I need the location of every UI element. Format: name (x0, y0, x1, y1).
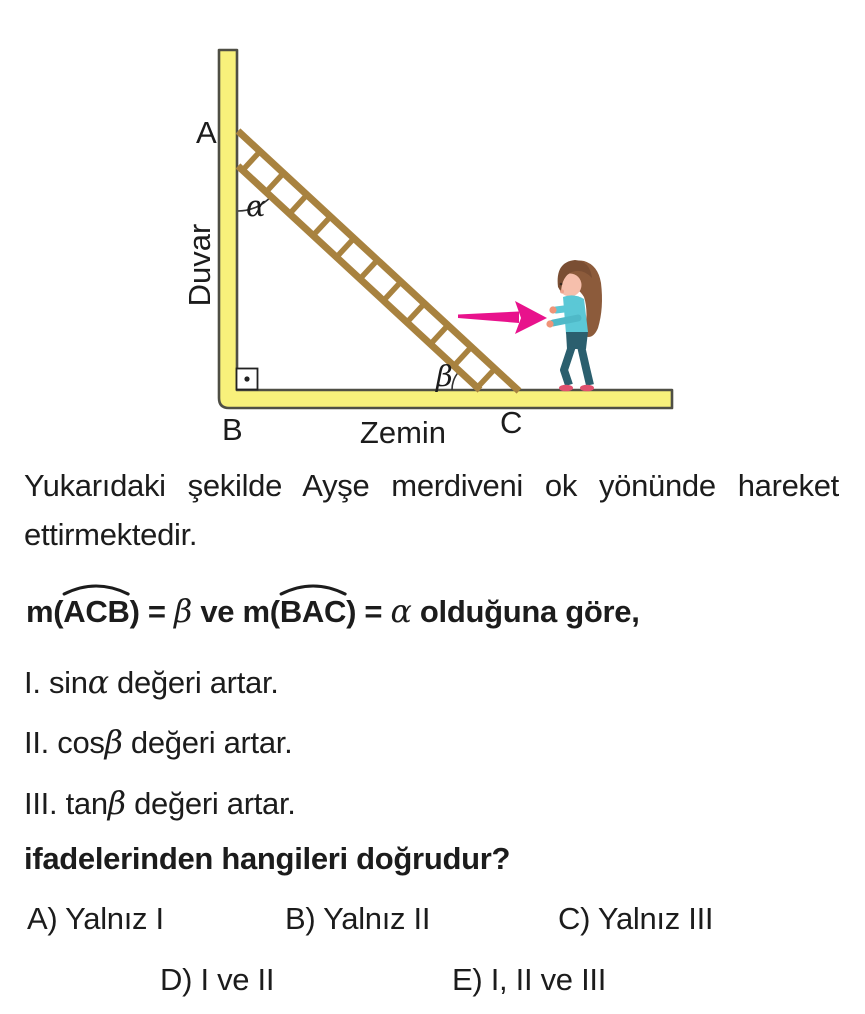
ladder-rung (407, 304, 424, 323)
option-e (452, 962, 606, 998)
statement-1-func: sin (40, 665, 88, 700)
beta-symbol: β (174, 594, 192, 630)
formula-ve: ve (192, 594, 243, 629)
ladder-rung (384, 282, 401, 301)
option-c-text: Yalnız III (597, 901, 714, 936)
girl-figure (546, 260, 602, 391)
formula-tail: olduğuna göre, (411, 594, 640, 629)
label-alpha: α (246, 189, 266, 223)
angle-bac-letters: BAC (279, 594, 347, 629)
girl-cheek (560, 290, 564, 294)
option-c-label: C) (558, 901, 591, 936)
option-a (27, 901, 164, 937)
label-beta: β (436, 359, 453, 393)
ladder-rung (477, 369, 495, 388)
statement-2-text: değeri artar. (122, 725, 293, 760)
girl-shoe (580, 385, 594, 392)
answer-options (0, 901, 865, 1011)
statement-2 (24, 725, 845, 761)
statement-3-text: değeri artar. (125, 786, 296, 821)
option-a-text: Yalnız I (65, 901, 164, 936)
girl-eye (560, 283, 563, 286)
given-condition (26, 594, 845, 630)
beta-symbol: β (104, 725, 123, 761)
ladder-rung (360, 260, 378, 279)
option-b (285, 901, 430, 937)
girl-hand (546, 320, 553, 327)
angle-acb (63, 594, 129, 630)
option-d (160, 962, 274, 998)
formula-m1: m( (26, 594, 64, 629)
angle-acb-letters: ACB (63, 594, 130, 629)
option-b-text: Yalnız II (323, 901, 431, 936)
beta-symbol: β (107, 786, 126, 822)
girl-leg (564, 346, 572, 385)
ladder-rungs (243, 151, 495, 387)
girl-arm-lower (553, 318, 578, 323)
option-b-label: B) (285, 901, 316, 936)
label-point-a: A (196, 115, 217, 150)
ladder-rung (337, 238, 355, 257)
right-angle-dot (244, 376, 249, 381)
ladder-rung (431, 325, 448, 344)
girl-arm-upper (556, 307, 580, 310)
intro-line-2: ettirmektedir. (24, 517, 198, 552)
formula-eq2: ) = (346, 594, 391, 629)
ladder-rung (454, 347, 471, 366)
formula-eq1: ) = (129, 594, 175, 629)
ladder-rung (290, 195, 307, 214)
statement-1-text: değeri artar. (108, 665, 279, 700)
option-a-label: A) (27, 901, 58, 936)
statement-1 (24, 665, 845, 701)
direction-arrow-icon (458, 301, 547, 334)
girl-shoe (559, 385, 573, 392)
geometry-figure (0, 0, 865, 460)
question-prompt: ifadelerinden hangileri doğrudur? (24, 841, 511, 876)
statement-3 (24, 786, 845, 822)
label-wall: Duvar (182, 223, 217, 307)
label-point-b: B (222, 412, 243, 447)
option-e-text: I, II ve III (490, 962, 607, 997)
girl-hand (549, 306, 556, 313)
option-d-text: I ve II (200, 962, 275, 997)
alpha-symbol: α (87, 665, 109, 701)
statement-2-func: cos (48, 725, 105, 760)
angle-bac (280, 594, 346, 630)
label-ground: Zemin (359, 415, 447, 450)
statement-3-func: tan (57, 786, 108, 821)
option-e-label: E) (452, 962, 483, 997)
statement-2-numeral: II. (24, 725, 49, 760)
arrow-head (515, 301, 547, 334)
label-point-c: C (500, 405, 523, 440)
ladder-rail (238, 166, 480, 390)
intro-line-1: Yukarıdaki şekilde Ayşe merdiveni ok yönünde hareket (24, 468, 839, 503)
option-d-label: D) (160, 962, 193, 997)
ladder-rung (313, 217, 330, 236)
arrow-tail (458, 312, 519, 324)
girl-leg (581, 346, 590, 385)
alpha-symbol: α (390, 594, 412, 630)
statement-3-numeral: III. (24, 786, 58, 821)
figure-canvas (0, 0, 865, 460)
ladder-rung (243, 151, 260, 170)
question-intro (24, 461, 839, 559)
ladder-rung (266, 173, 283, 192)
formula-m2: m( (242, 594, 280, 629)
ladder (238, 131, 519, 391)
statement-1-numeral: I. (24, 665, 41, 700)
option-c (558, 901, 713, 937)
